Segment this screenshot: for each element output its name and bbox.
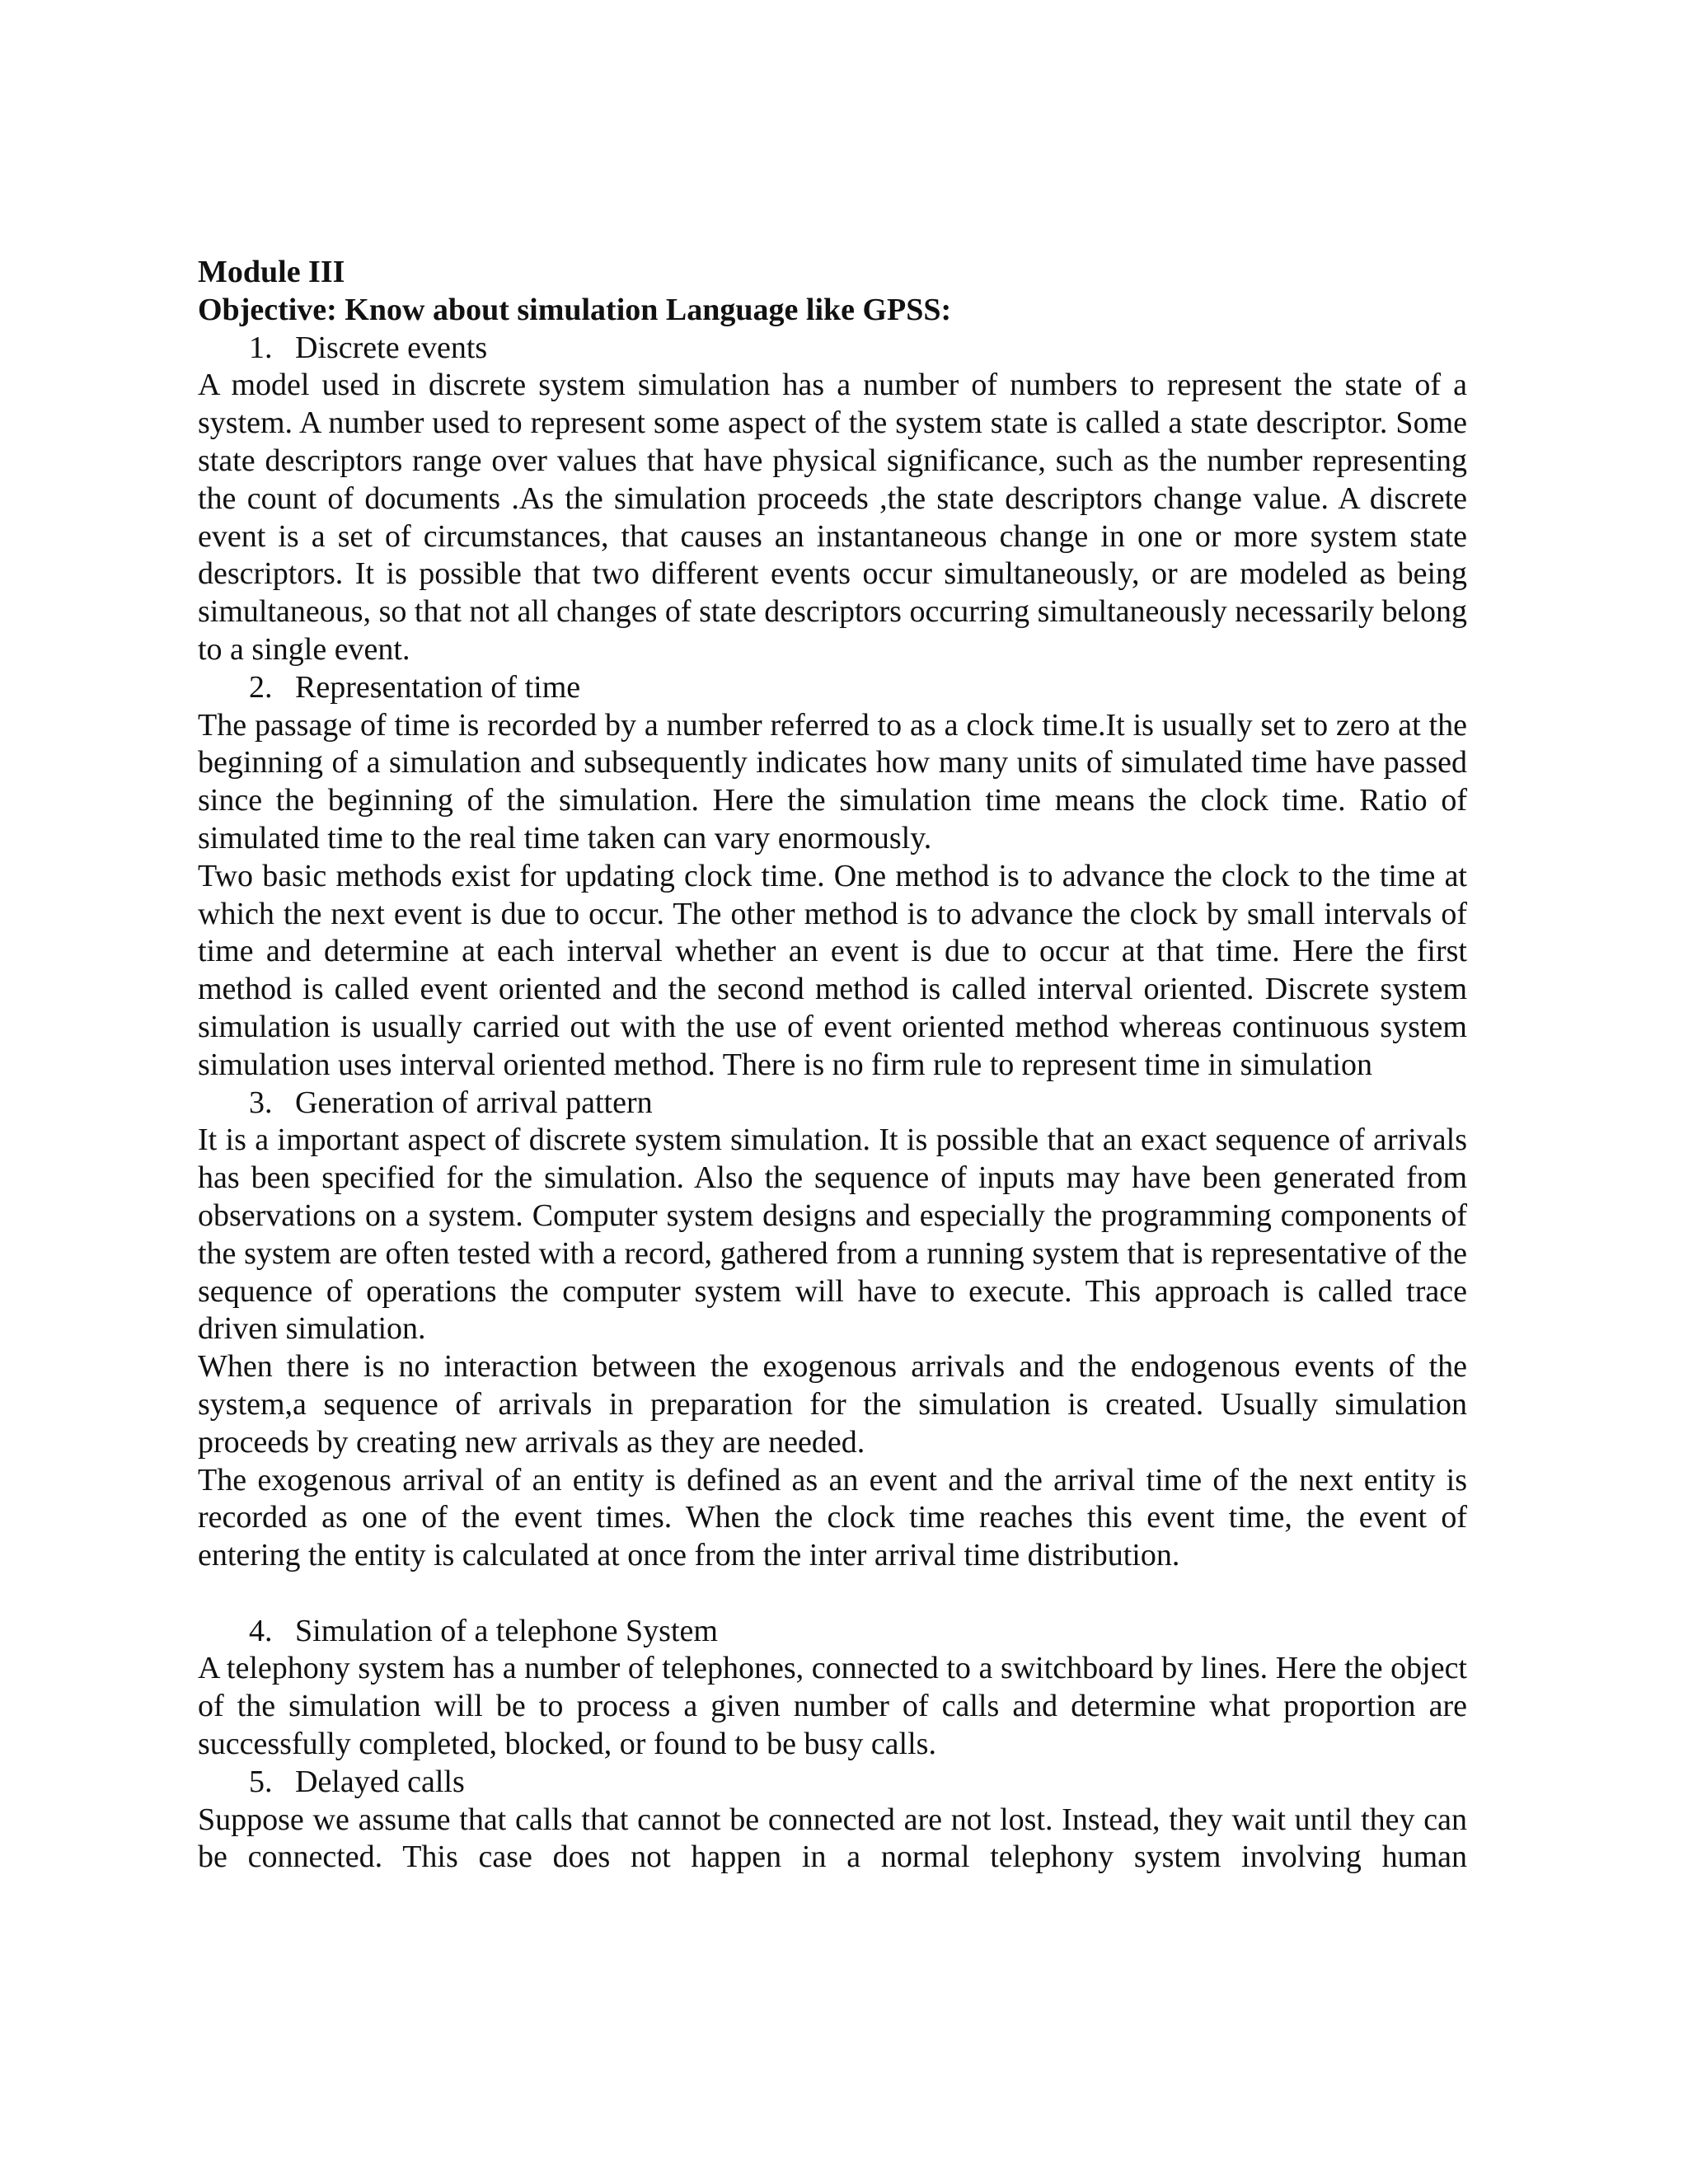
section-number: 2. [249, 669, 273, 705]
section-number: 1. [249, 330, 273, 365]
paragraph: The exogenous arrival of an entity is defined as an event and the arrival time of the next entity is recorded as one of the event times. When the clock time reaches this event time, the event of entering the entity is calculated at once from the inter arrival time distribution. [198, 1462, 1467, 1573]
section-discrete-events [198, 330, 1467, 669]
paragraph: Two basic methods exist for updating clock time. One method is to advance the clock to the time at which the next event is due to occur. The other method is to advance the clock by small intervals of time and determine at each interval whether an event is due to occur at that time. Here the first method is called event oriented and the second method is called interval oriented. Discrete system simulation is usually carried out with the use of event oriented method whereas continuous system simulation uses interval oriented method. There is no firm rule to represent time in simulation [198, 858, 1467, 1082]
paragraph: A telephony system has a number of telephones, connected to a switchboard by lines. Here the object of the simulation will be to process a given number of calls and determine what proportion are successfully completed, blocked, or found to be busy calls. [198, 1651, 1467, 1762]
module-heading: Module III [198, 255, 345, 289]
section-title [198, 1764, 1467, 1802]
section-telephone-system [198, 1613, 1467, 1764]
section-title [198, 1613, 1467, 1651]
blank-line [198, 1575, 1467, 1613]
section-delayed-calls [198, 1764, 1467, 1877]
section-generation-of-arrival-pattern [198, 1085, 1467, 1575]
objective-heading: Objective: Know about simulation Language like GPSS: [198, 292, 952, 327]
paragraph: A model used in discrete system simulation has a number of numbers to represent the state of a system. A number used to represent some aspect of the system state is called a state descriptor. Some state descriptors range over values that have physical significance, such as the number representing the count of documents .As the simulation proceeds ,the state descriptors change value. A discrete event is a set of circumstances, that causes an instantaneous change in one or more system state descriptors. It is possible that two different events occur simultaneously, or are modeled as being simultaneous, so that not all changes of state descriptors occurring simultaneously necessarily belong to a single event. [198, 368, 1467, 667]
section-title-text: Representation of time [295, 669, 581, 705]
section-title [198, 1085, 1467, 1122]
paragraph: The passage of time is recorded by a number referred to as a clock time.It is usually set to zero at the beginning of a simulation and subsequently indicates how many units of simulated time have passed since the beginning of the simulation. Here the simulation time means the clock time. Ratio of simulated time to the real time taken can vary enormously. [198, 707, 1467, 855]
paragraph: When there is no interaction between the exogenous arrivals and the endogenous events of the system,a sequence of arrivals in preparation for the simulation is created. Usually simulation proceeds by creating new arrivals as they are needed. [198, 1349, 1467, 1460]
section-number: 5. [249, 1764, 273, 1799]
section-representation-of-time [198, 669, 1467, 1085]
document-page [198, 254, 1467, 1877]
section-title-text: Delayed calls [295, 1764, 465, 1799]
paragraph: Suppose we assume that calls that cannot be connected are not lost. Instead, they wait until they can be connected. This case does not happen in a normal telephony system involving human [198, 1802, 1467, 1875]
section-number: 3. [249, 1085, 273, 1120]
section-number: 4. [249, 1613, 273, 1648]
section-title [198, 330, 1467, 368]
section-title-text: Simulation of a telephone System [295, 1613, 718, 1648]
section-title [198, 669, 1467, 707]
section-title-text: Discrete events [295, 330, 488, 365]
paragraph: It is a important aspect of discrete system simulation. It is possible that an exact sequence of arrivals has been specified for the simulation. Also the sequence of inputs may have been generated from observations on a system. Computer system designs and especially the programming components of the system are often tested with a record, gathered from a running system that is representative of the sequence of operations the computer system will have to execute. This approach is called trace driven simulation. [198, 1122, 1467, 1347]
section-title-text: Generation of arrival pattern [295, 1085, 653, 1120]
